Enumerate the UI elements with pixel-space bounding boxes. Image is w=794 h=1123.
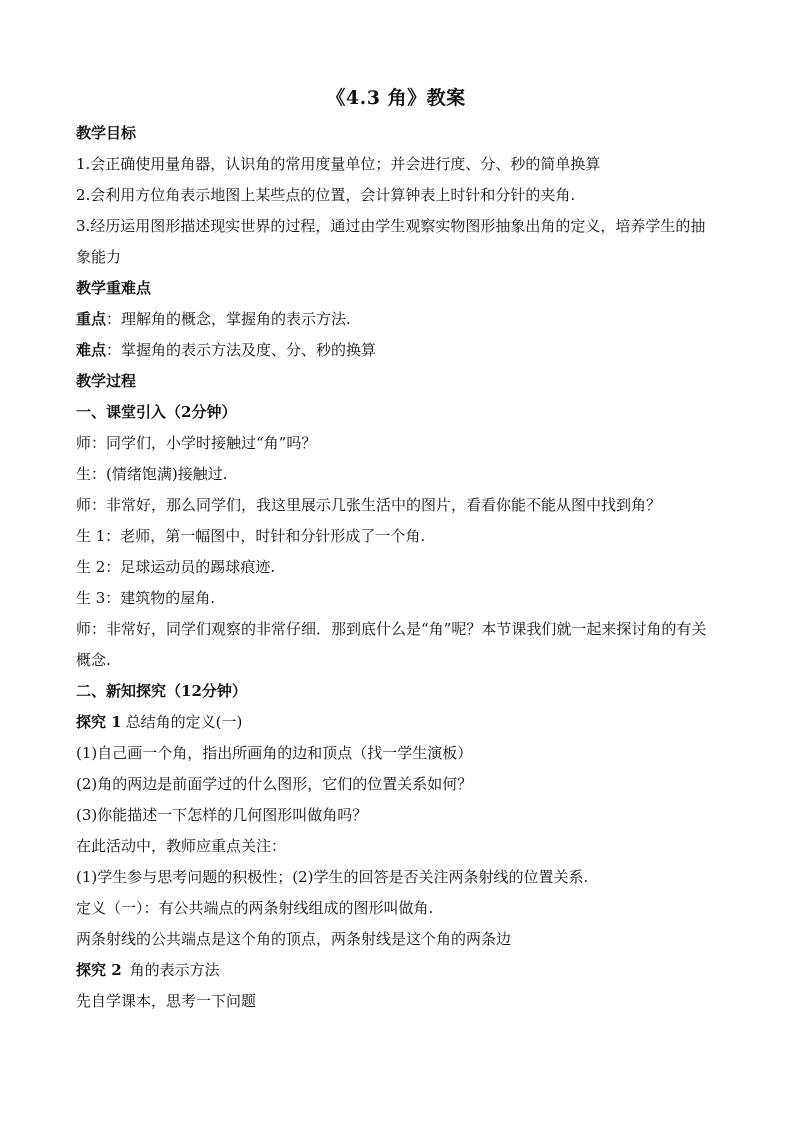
explore1-heading (76, 707, 716, 738)
explore1-item: (1)学生参与思考问题的积极性；(2)学生的回答是否关注两条射线的位置关系. (76, 868, 589, 886)
explore1-item: 在此活动中，教师应重点关注： (76, 837, 287, 855)
difficulty-text: ：掌握角的表示方法及度、分、秒的换算 (106, 341, 377, 359)
difficulty-line (76, 335, 716, 366)
key-points-heading: 教学重难点 (76, 279, 152, 297)
explore1-label: 探究 1 (76, 713, 122, 731)
explore2-intro: 先自学课本，思考一下问题 (76, 992, 257, 1010)
objectives-heading: 教学目标 (76, 124, 137, 142)
dialogue-line: 生：(情绪饱满)接触过. (76, 465, 228, 483)
explore1-item: (3)你能描述一下怎样的几何图形叫做角吗？ (76, 806, 368, 824)
dialogue-line: 师：非常好，同学们观察的非常仔细．那到底什么是“角”呢？本节课我们就一起来探讨角的有关概念. (76, 620, 707, 669)
dialogue-line: 生 1：老师，第一幅图中，时针和分针形成了一个角. (76, 527, 426, 545)
dialogue-line: 生 2：足球运动员的踢球痕迹. (76, 558, 276, 576)
objective-item: 3.经历运用图形描述现实世界的过程，通过由学生观察实物图形抽象出角的定义，培养学生的抽象能力 (76, 217, 706, 266)
dialogue-line: 师：非常好，那么同学们，我这里展示几张生活中的图片，看看你能不能从图中找到角？ (76, 496, 662, 514)
explore1-item: 定义（一）：有公共端点的两条射线组成的图形叫做角. (76, 899, 434, 917)
objective-item: 1.会正确使用量角器，认识角的常用度量单位；并会进行度、分、秒的简单换算 (76, 155, 601, 173)
explore2-title: 角的表示方法 (129, 961, 220, 979)
explore1-item: (1)自己画一个角，指出所画角的边和顶点（找一学生演板） (76, 744, 473, 762)
explore1-item: 两条射线的公共端点是这个角的顶点，两条射线是这个角的两条边 (76, 930, 512, 948)
explore1-item: (2)角的两边是前面学过的什么图形，它们的位置关系如何？ (76, 775, 473, 793)
objective-item: 2.会利用方位角表示地图上某些点的位置，会计算钟表上时针和分针的夹角. (76, 186, 576, 204)
focus-label: 重点 (76, 310, 107, 328)
part2-heading: 二、新知探究（12分钟） (76, 682, 247, 700)
difficulty-label: 难点 (76, 341, 107, 359)
dialogue-line: 师：同学们，小学时接触过“角”吗？ (76, 434, 317, 452)
process-heading: 教学过程 (76, 372, 137, 390)
document-title: 《4.3 角》教案 (326, 87, 466, 109)
explore2-label: 探究 2 (76, 961, 122, 979)
focus-line (76, 304, 716, 335)
part1-heading: 一、课堂引入（2分钟） (76, 403, 237, 421)
explore1-title: 总结角的定义(一) (125, 713, 243, 731)
focus-text: ：理解角的概念，掌握角的表示方法. (106, 310, 351, 328)
dialogue-line: 生 3：建筑物的屋角. (76, 589, 216, 607)
explore2-heading (76, 955, 716, 986)
